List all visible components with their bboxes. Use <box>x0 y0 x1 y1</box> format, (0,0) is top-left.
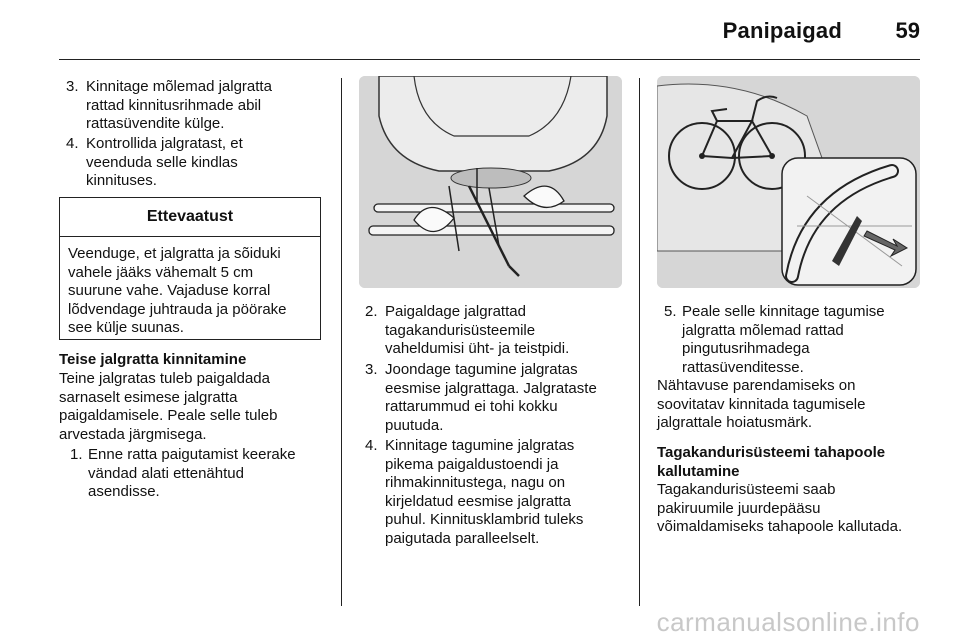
step-text-line: Enne ratta paigutamist keerake <box>88 446 296 463</box>
watermark: carmanualsonline.info <box>656 607 920 637</box>
caution-line: suurune vahe. Vajaduse korral <box>68 282 271 300</box>
step-text-line: Kontrollida jalgratast, et <box>86 135 243 152</box>
paragraph-line: Nähtavuse parendamiseks on <box>657 377 856 394</box>
bike-carrier-drawing <box>359 76 622 288</box>
caution-text <box>60 237 320 338</box>
step-number: 3. <box>66 78 79 95</box>
section-paragraph <box>657 481 932 537</box>
step-text-line: Kinnitage tagumine jalgratas <box>385 437 575 454</box>
step-text-line: rihmakinnitustega, nagu on <box>385 474 566 492</box>
caution-line: see külje suunas. <box>68 319 184 337</box>
column-divider-left <box>341 78 342 606</box>
step-text-line: paigutada paralleelselt. <box>385 529 540 547</box>
paragraph-line: Tagakandurisüsteemi saab <box>657 481 836 498</box>
visibility-paragraph <box>657 377 927 433</box>
step-text-line: kinnituses. <box>86 172 157 190</box>
step-text-line: tagakandurisüsteemile <box>385 321 536 339</box>
step-text-line: vaheldumisi üht- ja teistpidi. <box>385 340 570 358</box>
caution-line: lõdvendage juhtrauda ja pöörake <box>68 300 287 318</box>
step-item <box>365 303 633 363</box>
step-text-line: eesmise jalgrattaga. Jalgrataste <box>385 379 597 397</box>
step-item <box>664 303 926 381</box>
step-number: 4. <box>365 437 378 454</box>
column-divider-right <box>639 78 640 606</box>
step-number: 2. <box>365 303 378 320</box>
paragraph-line: jalgrattale hoiatusmärk. <box>657 414 813 432</box>
step-text-line: asendisse. <box>88 483 160 501</box>
caution-box <box>59 197 321 340</box>
paragraph-line: paigaldamisele. Peale selle tuleb <box>59 407 278 425</box>
page-number: 59 <box>895 18 920 43</box>
step-text-line: Kinnitage mõlemad jalgratta <box>86 78 272 95</box>
step-text-line: pikema paigaldustoendi ja <box>385 455 559 473</box>
paragraph-line: võimaldamiseks tahapoole kallutada. <box>657 518 903 536</box>
paragraph-line: Teine jalgratas tuleb paigaldada <box>59 370 270 387</box>
step-text-line: Joondage tagumine jalgratas <box>385 361 578 378</box>
step-item <box>66 135 336 195</box>
page-title: Panipaigad <box>722 18 842 43</box>
header-divider <box>59 59 920 60</box>
step-text-line: veenduda selle kindlas <box>86 153 238 171</box>
step-item <box>66 78 336 138</box>
step-text-line: vändad alati ettenähtud <box>88 464 244 482</box>
paragraph-line: arvestada järgmisega. <box>59 425 207 443</box>
step-text-line: rattarummud ei tohi kokku <box>385 398 558 416</box>
rear-bike-strap-illustration <box>657 76 920 288</box>
caution-title: Ettevaatust <box>60 198 320 237</box>
rear-bike-strap-drawing <box>657 76 920 288</box>
section-heading <box>657 444 927 481</box>
step-text-line: Paigaldage jalgrattad <box>385 303 526 320</box>
step-number: 4. <box>66 135 79 152</box>
paragraph-line: pakiruumile juurdepääsu <box>657 499 821 517</box>
section-paragraph <box>59 370 334 444</box>
step-text-line: puhul. Kinnitusklambrid tuleks <box>385 511 584 529</box>
caution-line: vahele jääks vähemalt 5 cm <box>68 263 254 281</box>
step-item <box>70 446 338 506</box>
step-text-line: rattasüvendite külge. <box>86 115 225 133</box>
step-item <box>365 437 633 552</box>
step-number: 5. <box>664 303 677 320</box>
step-number: 1. <box>70 446 83 463</box>
step-text-line: puutuda. <box>385 416 444 434</box>
step-text-line: rattad kinnitusrihmade abil <box>86 96 262 114</box>
step-item <box>365 361 633 439</box>
paragraph-line: soovitatav kinnitada tagumisele <box>657 395 866 413</box>
step-text-line: rattasüvenditesse. <box>682 358 804 376</box>
paragraph-line: sarnaselt esimese jalgratta <box>59 388 238 406</box>
bike-carrier-illustration <box>359 76 622 288</box>
section-heading: Teise jalgratta kinnitamine <box>59 351 247 368</box>
step-text-line: Peale selle kinnitage tagumise <box>682 303 885 320</box>
step-text-line: pingutusrihmadega <box>682 340 810 358</box>
caution-line: Veenduge, et jalgratta ja sõiduki <box>68 245 281 262</box>
step-text-line: jalgratta mõlemad rattad <box>682 321 844 339</box>
heading-line: kallutamine <box>657 462 740 480</box>
heading-line: Tagakandurisüsteemi tahapoole <box>657 444 886 461</box>
step-text-line: kirjeldatud eesmise jalgratta <box>385 492 571 510</box>
step-number: 3. <box>365 361 378 378</box>
